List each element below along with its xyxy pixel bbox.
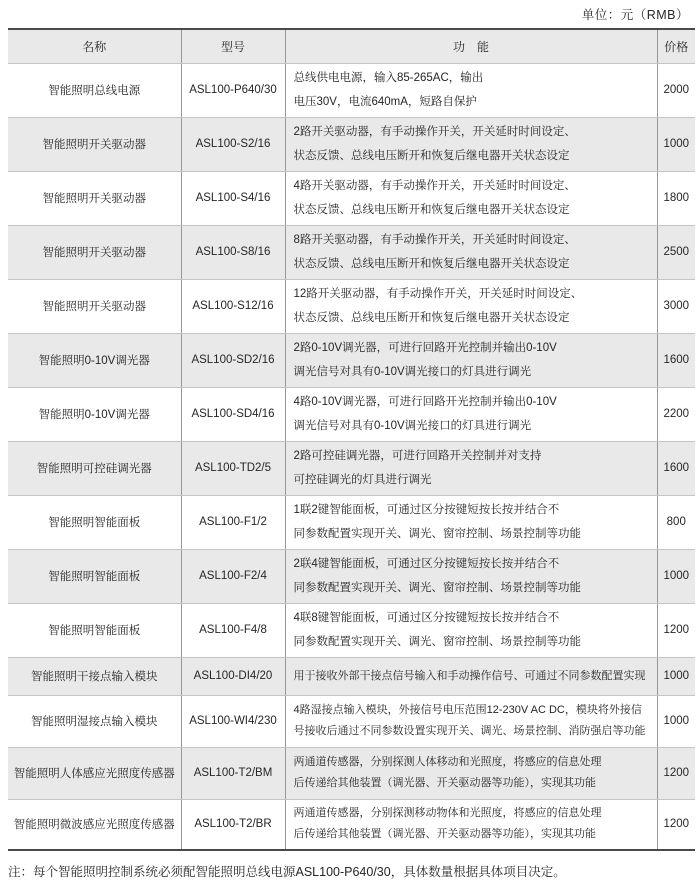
function-line: 状态反馈、总线电压断开和恢复后继电器开关状态设定 xyxy=(293,204,570,216)
product-name: 智能照明开关驱动器 xyxy=(8,279,181,333)
table-header-row xyxy=(8,29,695,63)
table-row xyxy=(8,387,695,441)
product-price: 1000 xyxy=(657,657,695,695)
function-line: 4联8键智能面板，可通过区分按键短按长按并结合不 xyxy=(293,612,560,624)
product-price: 1000 xyxy=(657,549,695,603)
product-function xyxy=(285,333,657,387)
col-header-function: 功 能 xyxy=(285,29,657,63)
product-function xyxy=(285,63,657,117)
product-name: 智能照明可控硅调光器 xyxy=(8,441,181,495)
product-price-table xyxy=(8,28,695,851)
product-function xyxy=(285,695,657,747)
function-line: 状态反馈、总线电压断开和恢复后继电器开关状态设定 xyxy=(293,150,570,162)
table-row xyxy=(8,747,695,799)
table-row xyxy=(8,63,695,117)
product-price: 2200 xyxy=(657,387,695,441)
product-price: 1800 xyxy=(657,171,695,225)
product-name: 智能照明开关驱动器 xyxy=(8,171,181,225)
function-line: 同参数配置实现开关、调光、窗帘控制、场景控制等功能 xyxy=(293,582,581,594)
function-line: 可控硅调光的灯具进行调光 xyxy=(293,474,432,486)
product-model: ASL100-P640/30 xyxy=(181,63,285,117)
footnote: 注：每个智能照明控制系统必须配智能照明总线电源ASL100-P640/30，具体数量根据具体项目决定。 xyxy=(8,865,566,879)
product-model: ASL100-F2/4 xyxy=(181,549,285,603)
function-line: 调光信号对具有0-10V调光接口的灯具进行调光 xyxy=(293,420,532,432)
function-line: 号接收后通过不同参数设置实现开关、调光、场景控制、消防强启等功能 xyxy=(293,725,646,737)
unit-label: 单位：元（RMB） xyxy=(581,8,689,22)
col-header-name: 名称 xyxy=(8,29,181,63)
function-line: 8路开关驱动器，有手动操作开关，开关延时时间设定、 xyxy=(293,234,576,246)
product-price: 1600 xyxy=(657,333,695,387)
function-line: 4路0-10V调光器，可进行回路开光控制并输出0-10V xyxy=(293,396,557,408)
function-line: 状态反馈、总线电压断开和恢复后继电器开关状态设定 xyxy=(293,258,570,270)
product-model: ASL100-DI4/20 xyxy=(181,657,285,695)
product-name: 智能照明智能面板 xyxy=(8,549,181,603)
table-row xyxy=(8,225,695,279)
product-price: 2500 xyxy=(657,225,695,279)
table-row xyxy=(8,171,695,225)
table-row xyxy=(8,695,695,747)
function-line: 用于接收外部干接点信号输入和手动操作信号、可通过不同参数配置实现 xyxy=(293,669,646,682)
table-row xyxy=(8,495,695,549)
product-price: 1200 xyxy=(657,799,695,850)
product-model: ASL100-S4/16 xyxy=(181,171,285,225)
product-name: 智能照明开关驱动器 xyxy=(8,225,181,279)
product-model: ASL100-S12/16 xyxy=(181,279,285,333)
product-name: 智能照明0-10V调光器 xyxy=(8,333,181,387)
product-function xyxy=(285,117,657,171)
function-line: 两通道传感器，分别探测移动物体和光照度，将感应的信息处理 xyxy=(293,807,602,820)
product-name: 智能照明智能面板 xyxy=(8,495,181,549)
product-model: ASL100-SD4/16 xyxy=(181,387,285,441)
product-price: 1200 xyxy=(657,747,695,799)
function-line: 总线供电电源，输入85-265AC，输出 xyxy=(293,72,484,84)
function-line: 4路湿接点输入模块，外接信号电压范围12-230V AC DC，模块将外接信 xyxy=(293,704,642,716)
product-model: ASL100-SD2/16 xyxy=(181,333,285,387)
function-line: 2路开关驱动器，有手动操作开关，开关延时时间设定、 xyxy=(293,126,576,138)
product-function xyxy=(285,657,657,695)
product-function xyxy=(285,603,657,657)
product-name: 智能照明湿接点输入模块 xyxy=(8,695,181,747)
function-line: 后传递给其他装置（调光器、开关驱动器等功能），实现其功能 xyxy=(293,777,596,789)
product-function xyxy=(285,549,657,603)
function-line: 电压30V，电流640mA，短路自保护 xyxy=(293,96,477,108)
product-name: 智能照明智能面板 xyxy=(8,603,181,657)
function-line: 1联2键智能面板，可通过区分按键短按长按并结合不 xyxy=(293,504,560,516)
function-line: 两通道传感器，分别探测人体移动和光照度，将感应的信息处理 xyxy=(293,756,602,768)
product-function xyxy=(285,495,657,549)
table-row xyxy=(8,441,695,495)
product-price: 1000 xyxy=(657,695,695,747)
table-row xyxy=(8,117,695,171)
function-line: 2联4键智能面板，可通过区分按键短按长按并结合不 xyxy=(293,558,560,570)
product-model: ASL100-WI4/230 xyxy=(181,695,285,747)
product-model: ASL100-S8/16 xyxy=(181,225,285,279)
function-line: 2路可控硅调光器，可进行回路开关控制并对支持 xyxy=(293,450,542,462)
product-model: ASL100-TD2/5 xyxy=(181,441,285,495)
product-price: 800 xyxy=(657,495,695,549)
col-header-model: 型号 xyxy=(181,29,285,63)
function-line: 12路开关驱动器，有手动操作开关，开关延时时间设定、 xyxy=(293,288,583,300)
product-model: ASL100-F4/8 xyxy=(181,603,285,657)
table-row xyxy=(8,799,695,850)
product-model: ASL100-T2/BM xyxy=(181,747,285,799)
table-row xyxy=(8,279,695,333)
product-name: 智能照明开关驱动器 xyxy=(8,117,181,171)
product-function xyxy=(285,747,657,799)
table-row xyxy=(8,657,695,695)
product-function xyxy=(285,171,657,225)
product-name: 智能照明总线电源 xyxy=(8,63,181,117)
function-line: 4路开关驱动器，有手动操作开关，开关延时时间设定、 xyxy=(293,180,576,192)
product-price: 2000 xyxy=(657,63,695,117)
product-price: 1600 xyxy=(657,441,695,495)
product-function xyxy=(285,225,657,279)
col-header-price: 价格 xyxy=(657,29,695,63)
product-function xyxy=(285,799,657,850)
product-name: 智能照明干接点输入模块 xyxy=(8,657,181,695)
product-price: 1200 xyxy=(657,603,695,657)
product-model: ASL100-F1/2 xyxy=(181,495,285,549)
table-row xyxy=(8,603,695,657)
product-name: 智能照明0-10V调光器 xyxy=(8,387,181,441)
table-row xyxy=(8,549,695,603)
function-line: 状态反馈、总线电压断开和恢复后继电器开关状态设定 xyxy=(293,312,570,324)
product-name: 智能照明微波感应光照度传感器 xyxy=(8,799,181,850)
function-line: 调光信号对具有0-10V调光接口的灯具进行调光 xyxy=(293,366,532,378)
product-price: 3000 xyxy=(657,279,695,333)
function-line: 同参数配置实现开关、调光、窗帘控制、场景控制等功能 xyxy=(293,528,581,540)
product-model: ASL100-T2/BR xyxy=(181,799,285,850)
table-row xyxy=(8,333,695,387)
function-line: 后传递给其他装置（调光器、开关驱动器等功能），实现其功能 xyxy=(293,828,596,841)
product-name: 智能照明人体感应光照度传感器 xyxy=(8,747,181,799)
product-function xyxy=(285,441,657,495)
product-function xyxy=(285,279,657,333)
function-line: 2路0-10V调光器，可进行回路开光控制并输出0-10V xyxy=(293,342,557,354)
product-price: 1000 xyxy=(657,117,695,171)
product-model: ASL100-S2/16 xyxy=(181,117,285,171)
function-line: 同参数配置实现开关、调光、窗帘控制、场景控制等功能 xyxy=(293,636,581,648)
product-function xyxy=(285,387,657,441)
